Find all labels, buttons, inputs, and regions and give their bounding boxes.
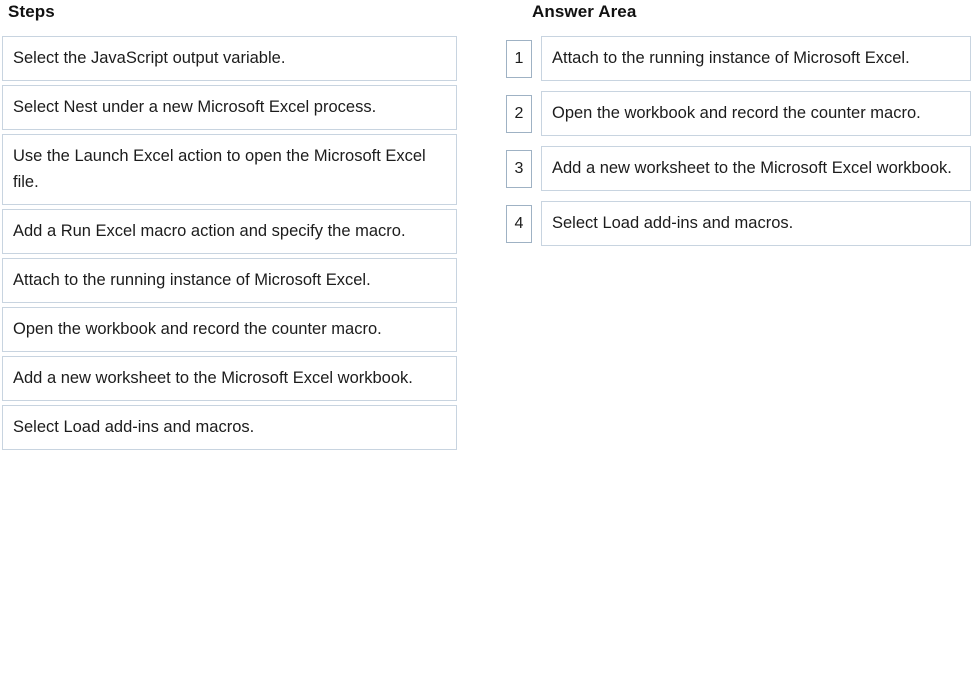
list-item[interactable]: Use the Launch Excel action to open the Microsoft Excel file. — [2, 134, 457, 205]
list-item[interactable]: Select Nest under a new Microsoft Excel process. — [2, 85, 457, 130]
list-item[interactable]: Select the JavaScript output variable. — [2, 36, 457, 81]
order-number: 3 — [506, 150, 532, 188]
answer-area-title: Answer Area — [532, 2, 637, 21]
answer-list[interactable] — [506, 36, 974, 246]
answer-row[interactable] — [506, 146, 974, 191]
order-number: 2 — [506, 95, 532, 133]
answer-row[interactable] — [506, 91, 974, 136]
list-item[interactable]: Add a Run Excel macro action and specify the macro. — [2, 209, 457, 254]
order-number: 1 — [506, 40, 532, 78]
steps-column-title: Steps — [8, 2, 55, 21]
steps-list[interactable] — [2, 36, 457, 450]
list-item[interactable]: Select Load add-ins and macros. — [2, 405, 457, 450]
steps-column — [2, 0, 457, 454]
answer-row[interactable] — [506, 201, 974, 246]
answer-row[interactable] — [506, 36, 974, 81]
order-number: 4 — [506, 205, 532, 243]
answer-item[interactable]: Attach to the running instance of Microsoft Excel. — [541, 36, 971, 81]
answer-area-column — [506, 0, 974, 256]
answer-item[interactable]: Select Load add-ins and macros. — [541, 201, 971, 246]
answer-item[interactable]: Open the workbook and record the counter macro. — [541, 91, 971, 136]
answer-item[interactable]: Add a new worksheet to the Microsoft Excel workbook. — [541, 146, 971, 191]
list-item[interactable]: Add a new worksheet to the Microsoft Excel workbook. — [2, 356, 457, 401]
list-item[interactable]: Attach to the running instance of Microsoft Excel. — [2, 258, 457, 303]
list-item[interactable]: Open the workbook and record the counter macro. — [2, 307, 457, 352]
